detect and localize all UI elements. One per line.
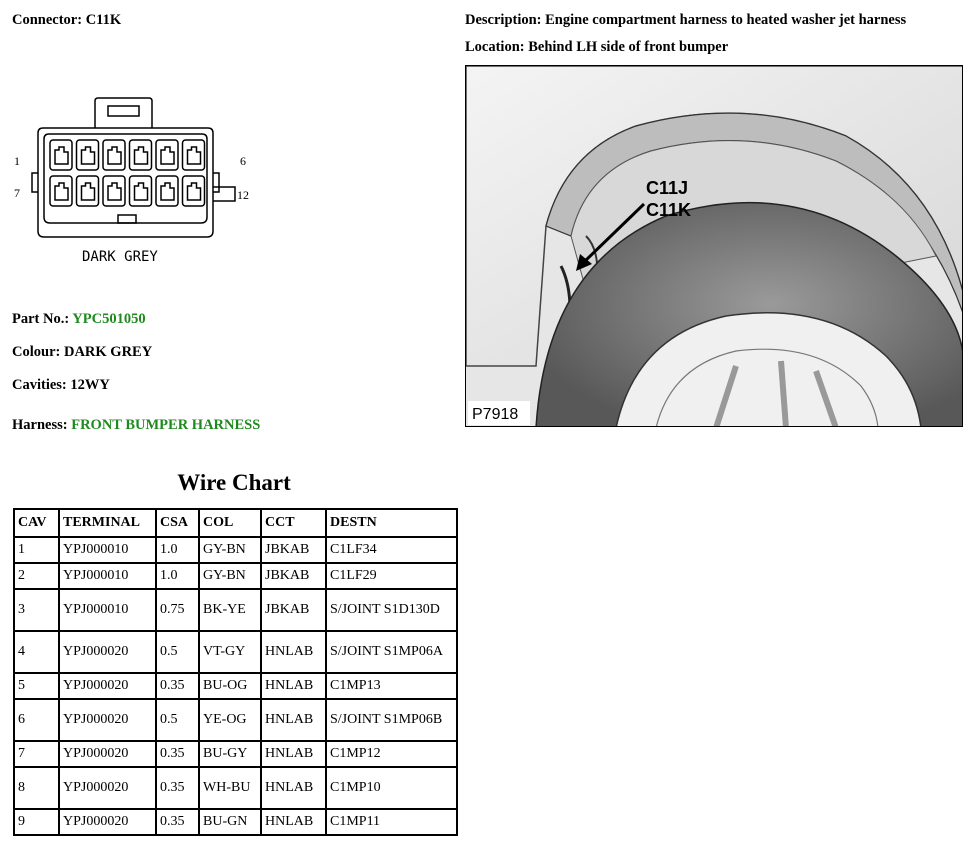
cell-csa: 0.5 (156, 699, 199, 741)
cell-cav: 7 (14, 741, 59, 767)
photo-ref-number: P7918 (472, 406, 519, 423)
connector-heading (12, 12, 121, 29)
cell-cct: HNLAB (261, 699, 326, 741)
connector-label: Connector: (12, 12, 83, 28)
table-row (14, 589, 457, 631)
header-col: COL (199, 509, 261, 537)
cell-cav: 4 (14, 631, 59, 673)
description-line (465, 12, 906, 29)
cell-destn: S/JOINT S1MP06A (326, 631, 457, 673)
cell-cct: HNLAB (261, 673, 326, 699)
colour-label: Colour: (12, 344, 61, 360)
cavity-terminal-outline (82, 147, 95, 164)
cell-cct: HNLAB (261, 809, 326, 835)
cell-csa: 0.75 (156, 589, 199, 631)
cavity-terminal-outline (188, 147, 201, 164)
header-cav: CAV (14, 509, 59, 537)
cell-cav: 9 (14, 809, 59, 835)
cell-cct: HNLAB (261, 631, 326, 673)
cell-col: YE-OG (199, 699, 261, 741)
cell-cav: 1 (14, 537, 59, 563)
cell-terminal: YPJ000020 (59, 809, 156, 835)
header-csa: CSA (156, 509, 199, 537)
cell-csa: 1.0 (156, 537, 199, 563)
description-label: Description: (465, 12, 542, 28)
cell-col: VT-GY (199, 631, 261, 673)
callout-c11j: C11J (646, 178, 689, 198)
header-terminal: TERMINAL (59, 509, 156, 537)
table-row (14, 741, 457, 767)
cell-col: BK-YE (199, 589, 261, 631)
table-row (14, 809, 457, 835)
cell-cav: 6 (14, 699, 59, 741)
connector-color-label: DARK GREY (82, 249, 158, 265)
pin-label-12: 12 (237, 188, 249, 202)
wire-chart-title: Wire Chart (177, 470, 291, 495)
cell-terminal: YPJ000020 (59, 741, 156, 767)
cell-col: BU-GY (199, 741, 261, 767)
wire-chart-header-row (14, 509, 457, 537)
cell-cct: JBKAB (261, 589, 326, 631)
cavity-terminal-outline (161, 147, 174, 164)
cavity-terminal-outline (135, 147, 148, 164)
cell-col: GY-BN (199, 563, 261, 589)
cell-terminal: YPJ000020 (59, 673, 156, 699)
cell-cav: 8 (14, 767, 59, 809)
cell-destn: S/JOINT S1MP06B (326, 699, 457, 741)
pin-label-7: 7 (14, 186, 20, 200)
header-cct: CCT (261, 509, 326, 537)
cavities-value: 12WY (70, 377, 110, 393)
cell-cct: HNLAB (261, 741, 326, 767)
colour-value: DARK GREY (63, 344, 153, 360)
cell-destn: C1MP11 (326, 809, 457, 835)
cell-cct: HNLAB (261, 767, 326, 809)
cell-csa: 0.35 (156, 673, 199, 699)
table-row (14, 563, 457, 589)
part-number-link[interactable]: YPC501050 (72, 311, 146, 327)
part-number-line (12, 311, 146, 328)
table-row (14, 537, 457, 563)
cell-terminal: YPJ000010 (59, 589, 156, 631)
table-row (14, 699, 457, 741)
cell-csa: 0.35 (156, 767, 199, 809)
cell-destn: C1MP10 (326, 767, 457, 809)
description-value: Engine compartment harness to heated washer jet harness (545, 12, 907, 28)
cell-col: WH-BU (199, 767, 261, 809)
cell-cav: 5 (14, 673, 59, 699)
cavities-line (12, 377, 110, 394)
cavity-terminal-outline (55, 147, 68, 164)
cell-csa: 0.5 (156, 631, 199, 673)
cell-destn: S/JOINT S1D130D (326, 589, 457, 631)
cell-destn: C1MP13 (326, 673, 457, 699)
location-value: Behind LH side of front bumper (528, 39, 729, 55)
cell-cct: JBKAB (261, 537, 326, 563)
cell-terminal: YPJ000020 (59, 699, 156, 741)
cell-terminal: YPJ000010 (59, 563, 156, 589)
cell-col: BU-OG (199, 673, 261, 699)
connector-face-diagram (10, 95, 260, 270)
location-label: Location: (465, 39, 525, 55)
location-photo-illustration (466, 66, 963, 427)
cell-cav: 2 (14, 563, 59, 589)
location-line (465, 39, 728, 56)
wire-chart-table (13, 508, 458, 836)
cell-destn: C1MP12 (326, 741, 457, 767)
cavity-terminal-outline (55, 183, 68, 200)
table-row (14, 673, 457, 699)
cavity-terminal-outline (161, 183, 174, 200)
cell-terminal: YPJ000020 (59, 767, 156, 809)
harness-label: Harness: (12, 417, 68, 433)
cavity-terminal-outline (108, 147, 121, 164)
table-row (14, 631, 457, 673)
cell-csa: 1.0 (156, 563, 199, 589)
part-number-label: Part No.: (12, 311, 70, 327)
cell-destn: C1LF34 (326, 537, 457, 563)
cell-terminal: YPJ000010 (59, 537, 156, 563)
cavity-terminal-outline (188, 183, 201, 200)
cell-cav: 3 (14, 589, 59, 631)
pin-label-1: 1 (14, 154, 20, 168)
cell-col: GY-BN (199, 537, 261, 563)
cavities-label: Cavities: (12, 377, 67, 393)
cell-csa: 0.35 (156, 809, 199, 835)
cavity-terminal-outline (108, 183, 121, 200)
cell-terminal: YPJ000020 (59, 631, 156, 673)
table-row (14, 767, 457, 809)
location-photo (465, 65, 963, 427)
cell-col: BU-GN (199, 809, 261, 835)
cell-cct: JBKAB (261, 563, 326, 589)
cell-csa: 0.35 (156, 741, 199, 767)
connector-value: C11K (85, 12, 122, 28)
harness-link[interactable]: FRONT BUMPER HARNESS (71, 417, 261, 433)
header-destn: DESTN (326, 509, 457, 537)
colour-line (12, 344, 152, 361)
harness-line (12, 417, 260, 434)
cavity-terminal-outline (135, 183, 148, 200)
pin-label-6: 6 (240, 154, 246, 168)
cell-destn: C1LF29 (326, 563, 457, 589)
callout-c11k: C11K (646, 200, 692, 220)
cavity-terminal-outline (82, 183, 95, 200)
